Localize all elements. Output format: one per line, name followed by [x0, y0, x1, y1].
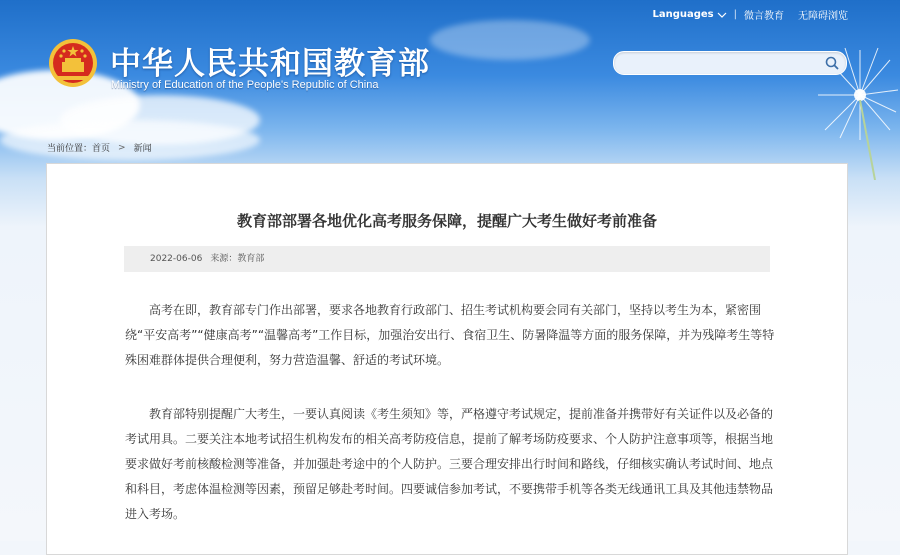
nav-link-accessibility[interactable]: 无障碍浏览 [798, 11, 848, 22]
chevron-down-icon [717, 11, 727, 19]
search-input[interactable] [624, 54, 823, 74]
national-emblem-icon [48, 38, 98, 88]
article-paragraph: 教育部特别提醒广大考生，一要认真阅读《考生须知》等，严格遵守考试规定，提前准备并携带好有关证件以及必备的考试用具。二要关注本地考试招生机构发布的相关高考防疫信息，提前了解考场防疫要求、个人防护注意事项等，根据当地要求做好考前核酸检测等准备，并加强赴考途中的个人防护。三要合理安排出行时间和路线，仔细核实确认考试时间、地点和科目，考虑体温检测等因素，预留足够赴考时间。四要诚信参加考试，不要携带手机等各类无线通讯工具及其他违禁物品进入考场。 [125, 407, 774, 521]
cloud-decoration [430, 20, 590, 60]
breadcrumb [47, 141, 152, 154]
site-title: 中华人民共和国教育部 [110, 46, 430, 82]
breadcrumb-home[interactable]: 首页 [92, 144, 111, 154]
cloud-decoration [0, 120, 260, 160]
site-subtitle: Ministry of Education of the People's Republic of China [111, 79, 379, 91]
article-container [46, 163, 848, 555]
top-nav [652, 7, 848, 22]
search-icon[interactable] [824, 55, 840, 71]
article-meta [124, 246, 770, 272]
article-date: 2022-06-06 [150, 254, 203, 264]
search-box [613, 51, 847, 75]
nav-divider: | [733, 9, 737, 20]
chevron-right-icon: > [118, 142, 126, 153]
breadcrumb-prefix: 当前位置： [47, 144, 93, 154]
languages-menu[interactable] [652, 9, 726, 20]
article-paragraph: 高考在即，教育部专门作出部署，要求各地教育行政部门、招生考试机构要会同有关部门，坚持以考生为本，紧密围绕“平安高考”“健康高考”“温馨高考”工作目标，加强治安出行、食宿卫生、防暑降温等方面的服务保障，并为残障考生等特殊困难群体提供合理便利，努力营造温馨、舒适的考试环境。 [125, 303, 775, 367]
languages-label: Languages [652, 9, 714, 20]
breadcrumb-news[interactable]: 新闻 [133, 144, 152, 154]
article-source: 来源：教育部 [210, 254, 265, 264]
article-title: 教育部部署各地优化高考服务保障，提醒广大考生做好考前准备 [236, 212, 657, 230]
nav-link-weiyan[interactable]: 微言教育 [744, 11, 784, 22]
